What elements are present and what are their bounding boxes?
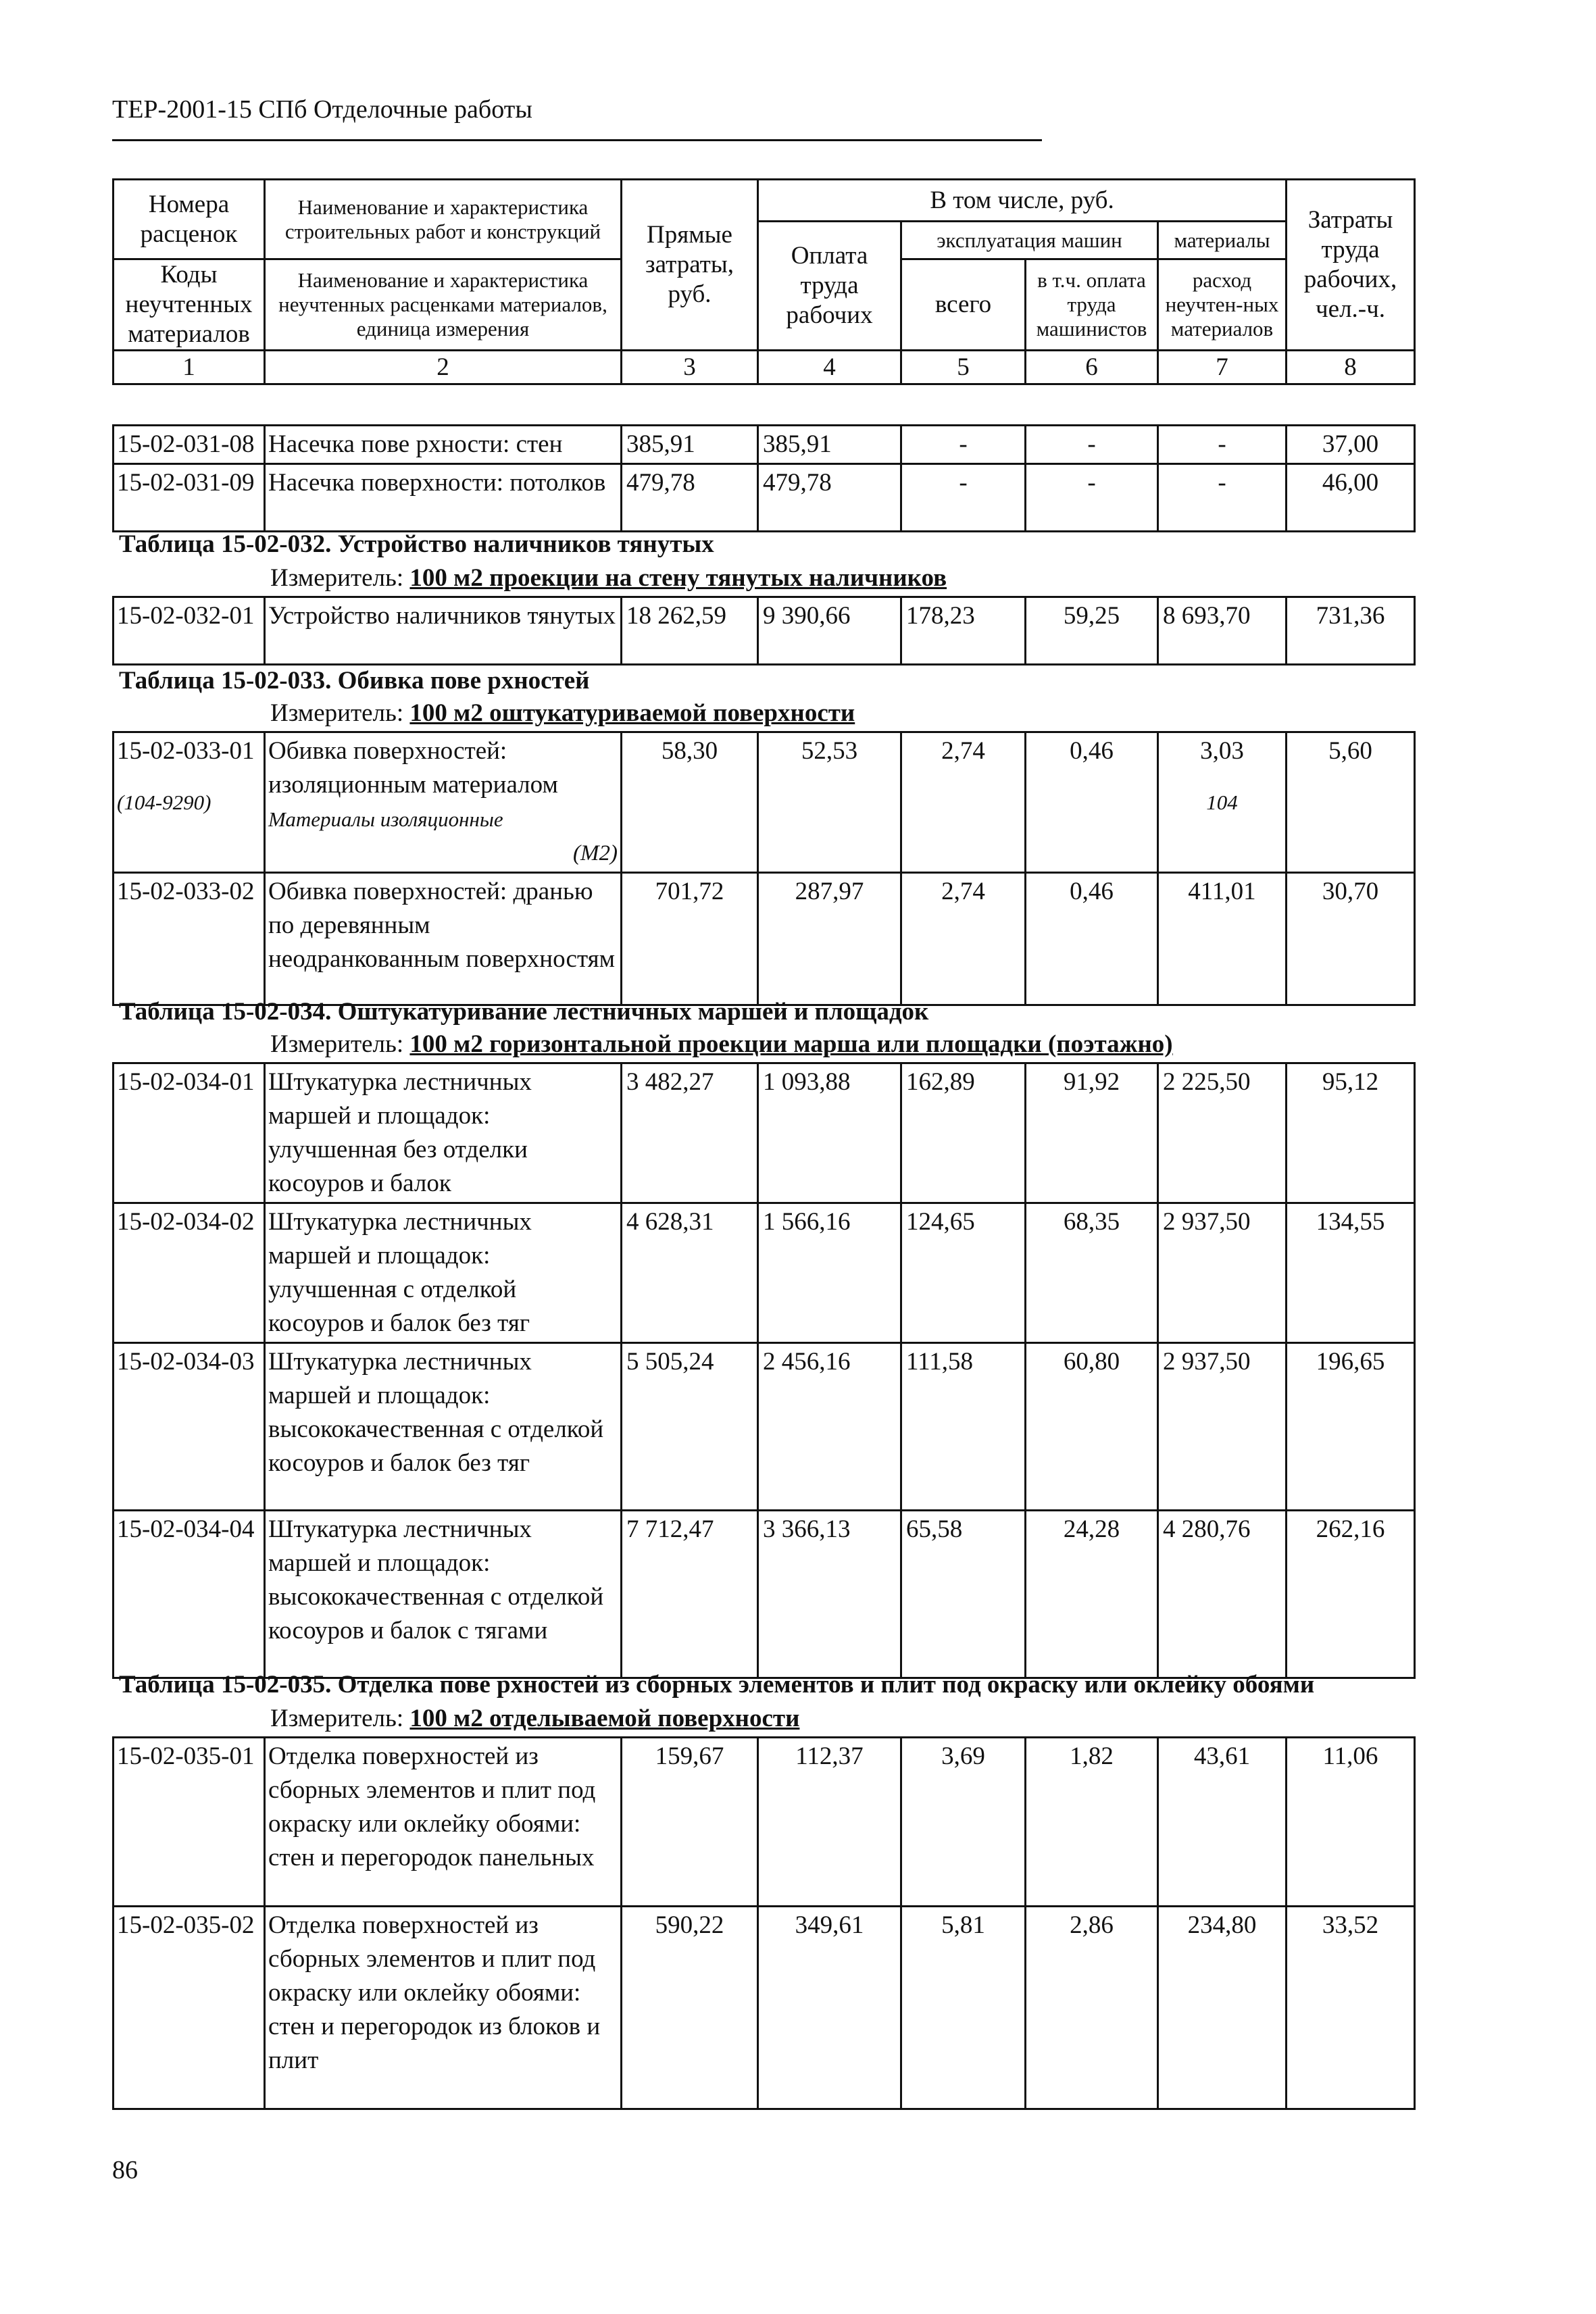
- direct-cost: 5 505,24: [622, 1343, 758, 1511]
- col-header-8: Затраты труда рабочих, чел.-ч.: [1287, 180, 1415, 351]
- labor-hours: 30,70: [1287, 873, 1415, 1005]
- col-header-3: Прямые затраты, руб.: [622, 180, 758, 351]
- machine-cost: 178,23: [901, 597, 1026, 665]
- rate-code: [114, 732, 265, 873]
- col-number: 4: [758, 351, 901, 384]
- material-unit: (М2): [573, 841, 618, 865]
- material-cost: 2 937,50: [1158, 1343, 1287, 1511]
- labor-hours: 95,12: [1287, 1063, 1415, 1203]
- rate-name: [265, 732, 622, 873]
- machinist-labor-cost: -: [1026, 464, 1158, 532]
- table-row: [114, 1511, 1415, 1678]
- material-cost: 8 693,70: [1158, 597, 1287, 665]
- material-cost: 4 280,76: [1158, 1511, 1287, 1678]
- table-title: Таблица 15-02-034. Оштукатуривание лестничных маршей и площадок: [119, 998, 929, 1026]
- material-cost: -: [1158, 464, 1287, 532]
- labor-hours: 11,06: [1287, 1738, 1415, 1907]
- col-header-2-top: Наименование и характеристика строительных работ и конструкций: [265, 180, 622, 259]
- direct-cost: 7 712,47: [622, 1511, 758, 1678]
- direct-cost: 385,91: [622, 426, 758, 464]
- rate-name: Устройство наличников тянутых: [265, 597, 622, 665]
- rate-name: Насечка пове рхности: стен: [265, 426, 622, 464]
- material-cost: 2 225,50: [1158, 1063, 1287, 1203]
- labor-hours: 5,60: [1287, 732, 1415, 873]
- col-number: 3: [622, 351, 758, 384]
- col-header-1-bottom: Коды неучтенных материалов: [114, 259, 265, 351]
- machine-cost: 5,81: [901, 1907, 1026, 2109]
- material-cost: 43,61: [1158, 1738, 1287, 1907]
- machine-cost: 111,58: [901, 1343, 1026, 1511]
- page-number: 86: [112, 2156, 138, 2184]
- rates-table-035: [112, 1736, 1416, 2110]
- rate-code: 15-02-033-02: [114, 873, 265, 1005]
- col-header-materials: материалы: [1158, 222, 1287, 259]
- table-row: [114, 873, 1415, 1005]
- machine-cost: 2,74: [901, 732, 1026, 873]
- labor-cost: 479,78: [758, 464, 901, 532]
- col-header-4: Оплата труда рабочих: [758, 222, 901, 351]
- direct-cost: 479,78: [622, 464, 758, 532]
- rate-code: 15-02-034-01: [114, 1063, 265, 1203]
- machinist-labor-cost: 91,92: [1026, 1063, 1158, 1203]
- rate-name: Штукатурка лестничных маршей и площадок: высококачественная с отделкой косоуров и балок с тягами: [265, 1511, 622, 1678]
- meter-label: Измеритель:: [270, 1705, 404, 1732]
- rate-code: 15-02-032-01: [114, 597, 265, 665]
- col-number: 2: [265, 351, 622, 384]
- labor-cost: 3 366,13: [758, 1511, 901, 1678]
- col-header-7: расход неучтен-ных материалов: [1158, 259, 1287, 351]
- labor-cost: 1 566,16: [758, 1203, 901, 1343]
- rate-code: 15-02-034-03: [114, 1343, 265, 1511]
- table-row: [114, 1907, 1415, 2109]
- rate-code: 15-02-034-02: [114, 1203, 265, 1343]
- material-cost: 411,01: [1158, 873, 1287, 1005]
- rate-name: Насечка поверхности: потолков: [265, 464, 622, 532]
- table-row: [114, 464, 1415, 532]
- labor-cost: 287,97: [758, 873, 901, 1005]
- col-header-5: всего: [901, 259, 1026, 351]
- labor-hours: 262,16: [1287, 1511, 1415, 1678]
- table-meter: [270, 1030, 1173, 1059]
- rate-code: 15-02-034-04: [114, 1511, 265, 1678]
- rate-name: Штукатурка лестничных маршей и площадок: улучшенная с отделкой косоуров и балок без тяг: [265, 1203, 622, 1343]
- machine-cost: 3,69: [901, 1738, 1026, 1907]
- table-row: [114, 426, 1415, 464]
- machinist-labor-cost: 59,25: [1026, 597, 1158, 665]
- machinist-labor-cost: 0,46: [1026, 732, 1158, 873]
- rate-code: 15-02-031-08: [114, 426, 265, 464]
- rate-name: Отделка поверхностей из сборных элементов и плит под окраску или оклейку обоями: стен и перегородок из блоков и плит: [265, 1907, 622, 2109]
- table-row: [114, 1203, 1415, 1343]
- direct-cost: 58,30: [622, 732, 758, 873]
- machinist-labor-cost: 0,46: [1026, 873, 1158, 1005]
- labor-cost: 1 093,88: [758, 1063, 901, 1203]
- col-header-2-bottom: Наименование и характеристика неучтенных расценками материалов, единица измерения: [265, 259, 622, 351]
- labor-cost: 52,53: [758, 732, 901, 873]
- meter-value: 100 м2 проекции на стену тянутых наличников: [409, 564, 947, 592]
- labor-hours: 134,55: [1287, 1203, 1415, 1343]
- meter-label: Измеритель:: [270, 699, 404, 727]
- machine-cost: 162,89: [901, 1063, 1026, 1203]
- material-cost: [1158, 732, 1287, 873]
- labor-hours: 37,00: [1287, 426, 1415, 464]
- rates-table-033: [112, 731, 1416, 1006]
- labor-cost: 385,91: [758, 426, 901, 464]
- labor-hours: 33,52: [1287, 1907, 1415, 2109]
- table-title: Таблица 15-02-035. Отделка пове рхностей из сборных элементов и плит под окраску или оклейку обоями: [119, 1671, 1315, 1699]
- machine-cost: -: [901, 426, 1026, 464]
- material-code: (104-9290): [117, 790, 211, 814]
- meter-label: Измеритель:: [270, 1030, 404, 1058]
- col-number: 5: [901, 351, 1026, 384]
- rates-table-031: [112, 424, 1416, 532]
- meter-label: Измеритель:: [270, 564, 404, 592]
- table-row: [114, 1063, 1415, 1203]
- rates-table-034: [112, 1062, 1416, 1679]
- direct-cost: 3 482,27: [622, 1063, 758, 1203]
- material-cost: 234,80: [1158, 1907, 1287, 2109]
- table-title: Таблица 15-02-033. Обивка пове рхностей: [119, 667, 590, 695]
- table-row: [114, 732, 1415, 873]
- machine-cost: 124,65: [901, 1203, 1026, 1343]
- direct-cost: 159,67: [622, 1738, 758, 1907]
- machinist-labor-cost: -: [1026, 426, 1158, 464]
- material-quantity: 104: [1206, 790, 1238, 814]
- rate-code: 15-02-031-09: [114, 464, 265, 532]
- col-number: 1: [114, 351, 265, 384]
- table-meter: [270, 1704, 799, 1733]
- labor-cost: 2 456,16: [758, 1343, 901, 1511]
- col-number: 7: [1158, 351, 1287, 384]
- machinist-labor-cost: 1,82: [1026, 1738, 1158, 1907]
- rate-code: 15-02-035-01: [114, 1738, 265, 1907]
- col-number: 6: [1026, 351, 1158, 384]
- labor-hours: 731,36: [1287, 597, 1415, 665]
- material-cost-value: 3,03: [1200, 737, 1244, 765]
- col-header-6: в т.ч. оплата труда машинистов: [1026, 259, 1158, 351]
- rate-name: Обивка поверхностей: дранью по деревянным неодранкованным поверхностям: [265, 873, 622, 1005]
- machinist-labor-cost: 24,28: [1026, 1511, 1158, 1678]
- labor-hours: 46,00: [1287, 464, 1415, 532]
- meter-value: 100 м2 оштукатуриваемой поверхности: [409, 699, 855, 727]
- material-name: Материалы изоляционные: [268, 807, 503, 831]
- machine-cost: -: [901, 464, 1026, 532]
- machinist-labor-cost: 2,86: [1026, 1907, 1158, 2109]
- machine-cost: 65,58: [901, 1511, 1026, 1678]
- col-header-machines: эксплуатация машин: [901, 222, 1158, 259]
- rates-table-032: [112, 596, 1416, 665]
- direct-cost: 701,72: [622, 873, 758, 1005]
- rate-code: 15-02-035-02: [114, 1907, 265, 2109]
- column-header-table: [112, 178, 1416, 385]
- labor-cost: 9 390,66: [758, 597, 901, 665]
- labor-hours: 196,65: [1287, 1343, 1415, 1511]
- material-cost: -: [1158, 426, 1287, 464]
- rate-code-value: 15-02-033-01: [117, 737, 255, 765]
- meter-value: 100 м2 отделываемой поверхности: [409, 1705, 800, 1732]
- table-row: [114, 1738, 1415, 1907]
- table-meter: [270, 563, 947, 593]
- machinist-labor-cost: 60,80: [1026, 1343, 1158, 1511]
- material-cost: 2 937,50: [1158, 1203, 1287, 1343]
- machinist-labor-cost: 68,35: [1026, 1203, 1158, 1343]
- labor-cost: 112,37: [758, 1738, 901, 1907]
- col-header-1-top: Номера расценок: [114, 180, 265, 259]
- header-rule: [112, 139, 1042, 141]
- col-number: 8: [1287, 351, 1415, 384]
- meter-value: 100 м2 горизонтальной проекции марша или площадки (поэтажно): [409, 1030, 1173, 1058]
- rate-name: Отделка поверхностей из сборных элементов и плит под окраску или оклейку обоями: стен и перегородок панельных: [265, 1738, 622, 1907]
- col-header-group: В том числе, руб.: [758, 180, 1287, 222]
- table-title: Таблица 15-02-032. Устройство наличников тянутых: [119, 530, 714, 558]
- table-meter: [270, 699, 855, 728]
- rate-name: Штукатурка лестничных маршей и площадок: высококачественная с отделкой косоуров и балок без тяг: [265, 1343, 622, 1511]
- page-header: ТЕР-2001-15 СПб Отделочные работы: [112, 95, 532, 124]
- direct-cost: 590,22: [622, 1907, 758, 2109]
- rate-name: Штукатурка лестничных маршей и площадок: улучшенная без отделки косоуров и балок: [265, 1063, 622, 1203]
- rate-name-value: Обивка поверхностей: изоляционным материалом: [268, 737, 558, 799]
- direct-cost: 4 628,31: [622, 1203, 758, 1343]
- table-row: [114, 1343, 1415, 1511]
- labor-cost: 349,61: [758, 1907, 901, 2109]
- table-row: [114, 597, 1415, 665]
- machine-cost: 2,74: [901, 873, 1026, 1005]
- direct-cost: 18 262,59: [622, 597, 758, 665]
